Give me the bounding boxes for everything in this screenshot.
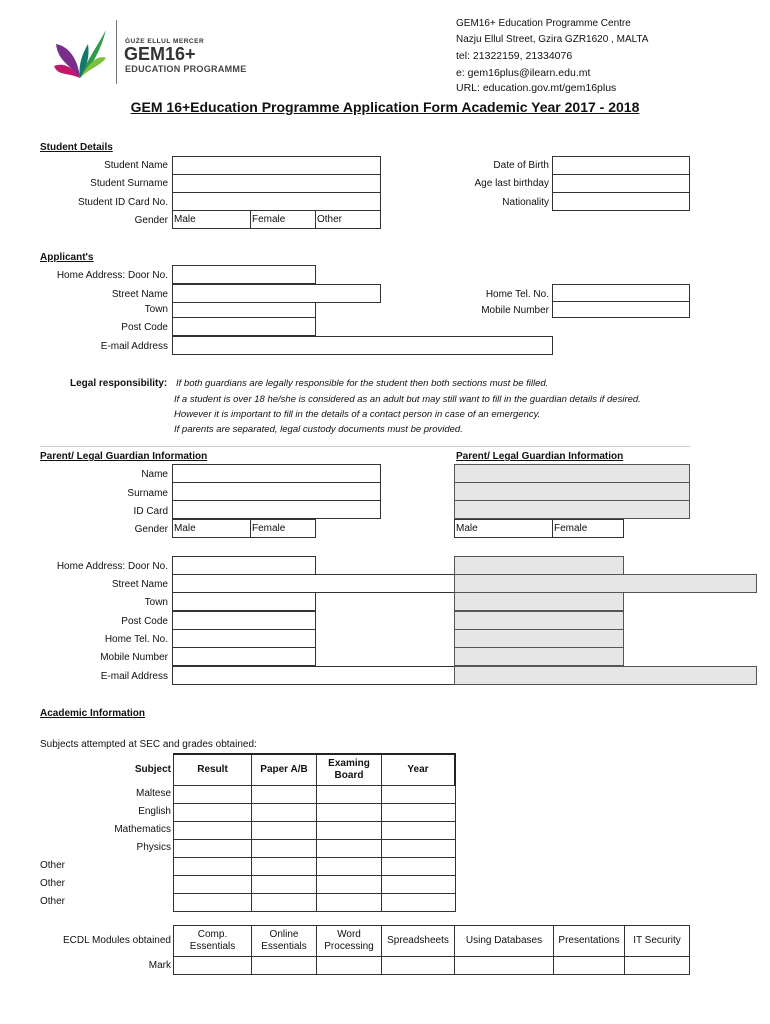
grade-cell[interactable] <box>252 839 317 857</box>
grade-cell[interactable] <box>317 803 382 821</box>
postcode-field[interactable] <box>172 317 316 336</box>
grade-cell[interactable] <box>252 857 317 875</box>
table-row <box>40 803 455 821</box>
grade-cell[interactable] <box>382 785 456 803</box>
g-door-label: Home Address: Door No. <box>56 561 168 572</box>
grade-cell[interactable] <box>382 893 456 911</box>
g2-name-field[interactable] <box>454 464 690 483</box>
student-surname-label: Student Surname <box>90 178 168 189</box>
legal-line: If both guardians are legally responsible for the student then both sections must be filled. <box>176 378 549 389</box>
mark-cell[interactable] <box>317 957 382 975</box>
ecdl-m3-line2: Processing <box>324 941 374 952</box>
ecdl-label: ECDL Modules obtained <box>40 926 174 957</box>
legal-line: However it is important to fill in the details of a contact person in case of an emergency. <box>174 409 541 420</box>
street-field[interactable] <box>172 284 381 303</box>
email-label: E-mail Address <box>100 341 168 352</box>
grade-cell[interactable] <box>174 839 252 857</box>
g1-name-field[interactable] <box>172 464 381 483</box>
g1-id-field[interactable] <box>172 500 381 519</box>
ecdl-it-security: IT Security <box>625 926 690 957</box>
sec-grades-table <box>40 753 456 912</box>
grade-cell[interactable] <box>252 875 317 893</box>
gender-male-text: Male <box>174 214 196 225</box>
nationality-label: Nationality <box>502 197 549 208</box>
guardian-divider <box>40 446 690 447</box>
grade-cell[interactable] <box>382 875 456 893</box>
col-board-header <box>317 754 382 785</box>
grade-cell[interactable] <box>174 821 252 839</box>
g-street-label: Street Name <box>111 579 168 590</box>
grade-cell[interactable] <box>174 785 252 803</box>
grade-cell[interactable] <box>317 839 382 857</box>
grade-cell[interactable] <box>317 785 382 803</box>
door-field[interactable] <box>172 265 316 284</box>
ecdl-m3-line1: Word <box>337 929 361 940</box>
postcode-label: Post Code <box>121 322 168 333</box>
contact-line: URL: education.gov.mt/gem16plus <box>456 82 617 94</box>
g-id-label: ID Card <box>133 506 168 517</box>
g1-door-field[interactable] <box>172 556 316 575</box>
g-town-label: Town <box>144 597 168 608</box>
ecdl-m1-line1: Comp. <box>197 929 228 940</box>
g2-male-text: Male <box>456 523 478 534</box>
student-id-label: Student ID Card No. <box>77 197 168 208</box>
ecdl-word-processing <box>317 926 382 957</box>
subject-mathematics: Mathematics <box>40 821 174 839</box>
mark-cell[interactable] <box>382 957 455 975</box>
g-postcode-label: Post Code <box>121 616 168 627</box>
grade-cell[interactable] <box>382 857 456 875</box>
table-row <box>40 957 690 975</box>
grade-cell[interactable] <box>317 821 382 839</box>
g1-hometel-field[interactable] <box>172 629 316 648</box>
age-field[interactable] <box>552 174 690 193</box>
mark-cell[interactable] <box>554 957 625 975</box>
subject-english: English <box>40 803 174 821</box>
academic-subtitle: Subjects attempted at SEC and grades obtained: <box>40 739 257 750</box>
email-field[interactable] <box>172 336 553 355</box>
g-surname-label: Surname <box>127 488 168 499</box>
g1-postcode-field[interactable] <box>172 611 316 630</box>
col-board-line2: Board <box>334 769 364 781</box>
gender-label: Gender <box>134 215 168 226</box>
mark-cell[interactable] <box>455 957 554 975</box>
student-name-field[interactable] <box>172 156 381 175</box>
guardian1-heading: Parent/ Legal Guardian Information <box>40 451 208 462</box>
door-label: Home Address: Door No. <box>56 270 168 281</box>
student-surname-field[interactable] <box>172 174 381 193</box>
g-name-label: Name <box>141 469 168 480</box>
g1-surname-field[interactable] <box>172 482 381 501</box>
g2-surname-field[interactable] <box>454 482 690 501</box>
col-result-header: Result <box>174 754 252 785</box>
mobile-label: Mobile Number <box>481 305 549 316</box>
ecdl-using-databases: Using Databases <box>455 926 554 957</box>
student-name-label: Student Name <box>104 160 168 171</box>
g2-street-field[interactable] <box>454 574 757 593</box>
legal-line: If parents are separated, legal custody documents must be provided. <box>174 424 463 435</box>
g2-female-text: Female <box>554 523 588 534</box>
subject-maltese: Maltese <box>40 785 174 803</box>
table-row <box>40 875 455 893</box>
gender-female-text: Female <box>252 214 286 225</box>
street-label: Street Name <box>111 289 168 300</box>
grade-cell[interactable] <box>382 839 456 857</box>
contact-line: e: gem16plus@ilearn.edu.mt <box>456 67 591 79</box>
g-email-label: E-mail Address <box>100 671 168 682</box>
subject-other: Other <box>40 893 174 911</box>
logo-divider <box>116 20 117 84</box>
grade-cell[interactable] <box>252 803 317 821</box>
grade-cell[interactable] <box>252 785 317 803</box>
contact-line: GEM16+ Education Programme Centre <box>456 18 631 29</box>
grade-cell[interactable] <box>382 803 456 821</box>
g2-id-field[interactable] <box>454 500 690 519</box>
table-row <box>40 839 455 857</box>
guardian2-heading: Parent/ Legal Guardian Information <box>456 451 624 462</box>
grade-cell[interactable] <box>317 893 382 911</box>
g1-male-text: Male <box>174 523 196 534</box>
logo-big-text: GEM16+ <box>124 44 196 64</box>
g2-email-field[interactable] <box>454 666 757 685</box>
dob-field[interactable] <box>552 156 690 175</box>
subject-other: Other <box>40 875 174 893</box>
g1-female-text: Female <box>252 523 286 534</box>
table-row <box>40 785 455 803</box>
table-row <box>40 893 455 911</box>
grade-cell[interactable] <box>252 893 317 911</box>
hometel-label: Home Tel. No. <box>485 289 549 300</box>
col-board-line1: Examing <box>328 757 370 769</box>
legal-label: Legal responsibility: <box>70 378 168 389</box>
butterfly-logo-icon <box>52 26 108 82</box>
gender-other-text: Other <box>317 214 343 225</box>
town-label: Town <box>144 304 168 315</box>
g-mobile-label: Mobile Number <box>100 652 168 663</box>
col-subject-header: Subject <box>40 754 174 785</box>
g-hometel-label: Home Tel. No. <box>104 634 168 645</box>
academic-heading: Academic Information <box>40 708 146 719</box>
nationality-field[interactable] <box>552 192 690 211</box>
grade-cell[interactable] <box>174 875 252 893</box>
subject-other: Other <box>40 857 174 875</box>
g2-postcode-field[interactable] <box>454 611 624 630</box>
col-year-header: Year <box>382 754 456 785</box>
grade-cell[interactable] <box>317 857 382 875</box>
logo-sub-text: EDUCATION PROGRAMME <box>125 64 247 74</box>
ecdl-comp-essentials <box>174 926 252 957</box>
page-title: GEM 16+Education Programme Application Form Academic Year 2017 - 2018 <box>130 99 640 115</box>
contact-line: Nazju Ellul Street, Gzira GZR1620 , MALTA <box>456 34 649 45</box>
g2-town-field[interactable] <box>454 592 624 611</box>
ecdl-table <box>40 925 690 975</box>
student-details-heading: Student Details <box>40 142 113 153</box>
mobile-field[interactable] <box>552 301 690 318</box>
ecdl-online-essentials <box>252 926 317 957</box>
table-row <box>40 821 455 839</box>
student-id-field[interactable] <box>172 192 381 211</box>
grade-cell[interactable] <box>174 857 252 875</box>
ecdl-spreadsheets: Spreadsheets <box>382 926 455 957</box>
table-row <box>40 857 455 875</box>
grade-cell[interactable] <box>252 821 317 839</box>
town-field[interactable] <box>172 302 316 318</box>
ecdl-m2-line1: Online <box>269 929 299 940</box>
g1-mobile-field[interactable] <box>172 647 316 666</box>
legal-line: If a student is over 18 he/she is considered as an adult but may still want to fill in the guardian details if desired. <box>174 394 641 405</box>
mark-cell[interactable] <box>174 957 252 975</box>
subject-physics: Physics <box>40 839 174 857</box>
ecdl-m1-line2: Essentials <box>189 941 236 952</box>
g1-street-field[interactable] <box>172 574 455 593</box>
mark-cell[interactable] <box>625 957 690 975</box>
ecdl-mark-label: Mark <box>40 957 174 975</box>
grade-cell[interactable] <box>317 875 382 893</box>
ecdl-presentations: Presentations <box>554 926 625 957</box>
g1-email-field[interactable] <box>172 666 455 685</box>
contact-line: tel: 21322159, 21334076 <box>456 50 573 62</box>
grade-cell[interactable] <box>174 803 252 821</box>
applicant-heading: Applicant's <box>40 252 94 263</box>
grade-cell[interactable] <box>174 893 252 911</box>
dob-label: Date of Birth <box>493 160 549 171</box>
ecdl-m2-line2: Essentials <box>261 941 307 952</box>
g1-town-field[interactable] <box>172 592 316 611</box>
g2-hometel-field[interactable] <box>454 629 624 648</box>
mark-cell[interactable] <box>252 957 317 975</box>
age-label: Age last birthday <box>474 178 549 189</box>
g2-mobile-field[interactable] <box>454 647 624 666</box>
g2-door-field[interactable] <box>454 556 624 575</box>
col-paper-header: Paper A/B <box>252 754 317 785</box>
g-gender-label: Gender <box>134 524 168 535</box>
grade-cell[interactable] <box>382 821 456 839</box>
logo-small-text: ĠUŻE ELLUL MERCER <box>125 38 205 45</box>
